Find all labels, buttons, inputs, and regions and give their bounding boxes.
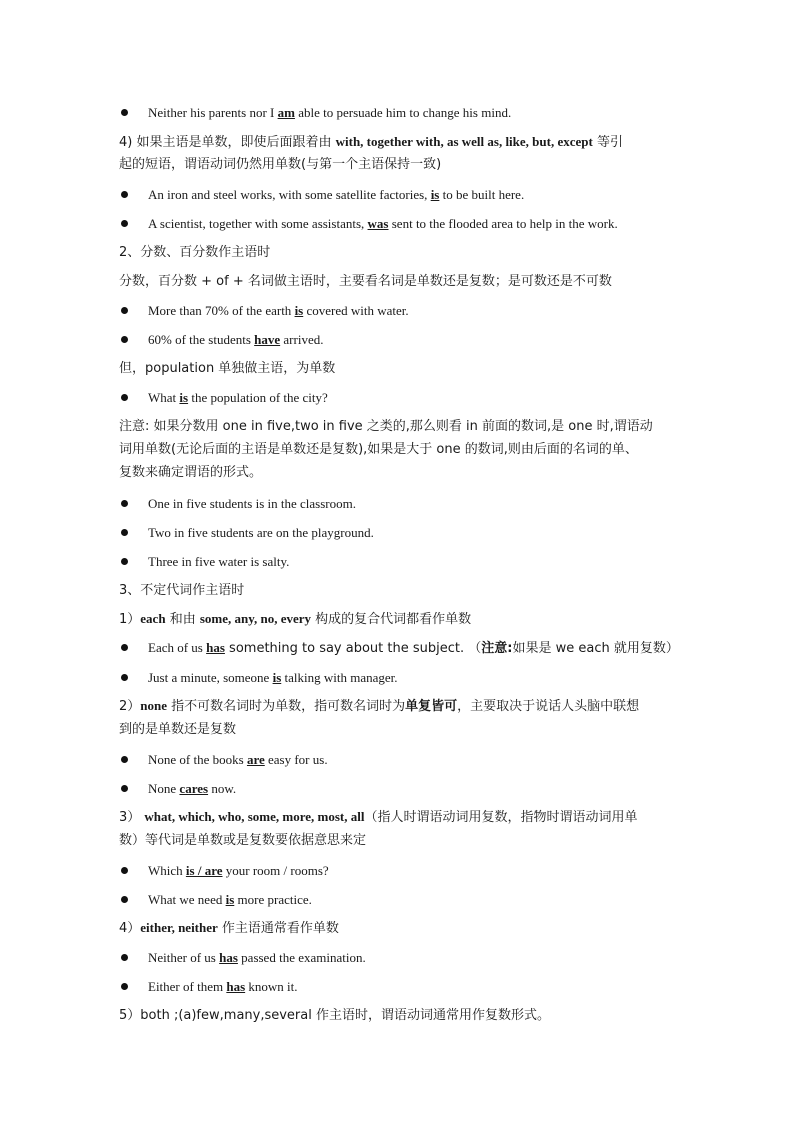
bold-text: 单复皆可 [405,699,458,714]
paragraph-line [119,272,679,291]
text-run: known it. [245,979,298,994]
text-run: Two in five students are on the playground. [148,525,374,540]
highlighted-verb: is [272,670,282,685]
bullet-text [148,978,298,996]
bullet-dot-icon [121,954,128,961]
highlighted-verb: am [277,105,295,120]
bullet-dot-icon [121,674,128,681]
text-run: None of the books [148,752,247,767]
text-run: Each of us [148,640,207,655]
bullet-item [119,524,679,542]
text-run: sent to the flooded area to help in the work. [388,216,618,231]
text-run: ，主要取决于说话人头脑中联想 [457,699,640,714]
text-run: now. [208,781,237,796]
bold-text: some, any, no, every [199,611,312,626]
bullet-item [119,186,679,204]
text-run: What [148,390,180,405]
bullet-text [148,524,374,542]
bullet-text [148,669,398,687]
text-run: easy for us. [264,752,328,767]
text-run: 数）等代词是单数或是复数要依据意思来定 [119,833,367,848]
text-run: 3、不定代词作主语时 [119,583,245,598]
text-run: 3） [119,810,145,825]
bullet-item [119,553,679,571]
highlighted-verb: have [254,332,281,347]
text-run: talking with manager. [281,670,398,685]
bullet-dot-icon [121,558,128,565]
paragraph-line [119,831,679,850]
text-run: More than 70% of the earth [148,303,295,318]
text-run: 作主语通常看作单数 [217,921,339,936]
text-run: 复数来确定谓语的形式。 [119,465,263,480]
bullet-item [119,331,679,349]
bullet-text [148,104,511,122]
bullet-dot-icon [121,109,128,116]
text-run: passed the examination. [237,950,366,965]
text-run: 4） [119,921,141,936]
bullet-item [119,780,679,798]
paragraph-line [119,697,679,716]
text-run: something to say about the subject. （ [224,641,482,656]
text-run: 注意 [119,419,146,434]
bullet-item [119,949,679,967]
bullet-dot-icon [121,500,128,507]
bullet-item [119,302,679,320]
paragraph-line [119,581,679,600]
bullet-text [148,302,409,320]
paragraph-line [119,359,679,378]
bullet-item [119,978,679,996]
bold-text: each [140,611,166,626]
text-run: 60% of the students [148,332,255,347]
text-run: 到的是单数还是复数 [119,722,237,737]
highlighted-verb: has [219,950,238,965]
bullet-text [148,215,618,233]
highlighted-verb: is [294,303,304,318]
bold-text: with, together with, as well as, like, but, except [335,134,593,149]
bullet-text [148,862,329,880]
bold-text: what, which, who, some, more, most, all [144,809,365,824]
paragraph-line [119,440,679,459]
bullet-text [148,949,366,967]
paragraph-line [119,919,679,938]
paragraph-line [119,243,679,262]
text-run: 2） [119,699,141,714]
text-run: to be built here. [439,187,525,202]
text-run: your room / rooms? [222,863,329,878]
bullet-text [148,891,312,909]
text-run: Which [148,863,186,878]
text-run: covered with water. [303,303,409,318]
bullet-item [119,669,679,687]
text-run: Either of them [148,979,227,994]
text-run: 词用单数(无论后面的主语是单数还是复数),如果是大于 one 的数词,则由后面的名词的单、 [119,442,638,457]
text-run: Just a minute, someone [148,670,273,685]
bullet-text [148,389,328,407]
text-run: One in five students is in the classroom. [148,496,356,511]
text-run: 但，population 单独做主语，为单数 [119,361,336,376]
paragraph-line [119,155,679,174]
bullet-item [119,215,679,233]
paragraph-line [119,463,679,482]
paragraph-line [119,133,679,152]
bullet-dot-icon [121,785,128,792]
bullet-text [148,751,328,769]
text-run: : 如果分数用 one in five,two in five 之类的,那么则看 in 前面的数词,是 one 时,谓语动 [145,419,653,434]
highlighted-verb: has [206,640,225,655]
text-run: the population of the city? [188,390,328,405]
highlighted-verb: is [225,892,235,907]
paragraph-line [119,808,679,827]
highlighted-verb: has [226,979,246,994]
bold-text: none [140,698,168,713]
paragraph-line [119,610,679,629]
text-run: able to persuade him to change his mind. [294,105,512,120]
text-run: What we need [148,892,226,907]
bold-text: 注意: [481,641,513,656]
text-run: 5）both ;(a)few,many,several 作主语时，谓语动词通常用作复数形式。 [119,1008,550,1023]
text-run: 分数，百分数 + of + 名词做主语时，主要看名词是单数还是复数；是可数还是不可数 [119,274,612,289]
text-run: An iron and steel works, with some satellite factories, [148,187,431,202]
bullet-item [119,495,679,513]
text-run: 等引 [592,135,623,150]
bullet-dot-icon [121,867,128,874]
text-run: A scientist, together with some assistants, [148,216,368,231]
text-run: 2、分数、百分数作主语时 [119,245,271,260]
highlighted-verb: is [430,187,440,202]
paragraph-line [119,417,679,436]
text-run: （指人时谓语动词用复数，指物时谓语动词用单 [364,810,638,825]
bullet-text [148,639,679,658]
bullet-item [119,389,679,407]
bullet-item [119,891,679,909]
text-run: 1） [119,612,141,627]
paragraph-line [119,720,679,739]
text-run: 如果是 we each 就用复数） [512,641,679,656]
text-run: 构成的复合代词都看作单数 [311,612,472,627]
text-run: more practice. [234,892,312,907]
bullet-text [148,780,236,798]
text-run: 起的短语，谓语动词仍然用单数(与第一个主语保持一致) [119,157,442,172]
bullet-dot-icon [121,529,128,536]
highlighted-verb: was [367,216,389,231]
bullet-dot-icon [121,756,128,763]
bullet-dot-icon [121,191,128,198]
bullet-item [119,104,679,122]
paragraph-line [119,1006,679,1025]
bullet-dot-icon [121,336,128,343]
bullet-text [148,495,356,513]
bullet-dot-icon [121,220,128,227]
highlighted-verb: is [179,390,189,405]
highlighted-verb: is / are [185,863,223,878]
bullet-text [148,186,524,204]
highlighted-verb: are [246,752,265,767]
highlighted-verb: cares [179,781,209,796]
text-run: 4) 如果主语是单数，即使后面跟着由 [119,135,336,150]
text-run: Neither his parents nor I [148,105,278,120]
bullet-item [119,862,679,880]
bold-text: either, neither [140,920,218,935]
bullet-item [119,639,679,657]
bullet-dot-icon [121,307,128,314]
bullet-text [148,331,323,349]
text-run: Three in five water is salty. [148,554,290,569]
bullet-dot-icon [121,644,128,651]
bullet-dot-icon [121,394,128,401]
bullet-dot-icon [121,983,128,990]
text-run: 和由 [165,612,200,627]
text-run: None [148,781,180,796]
bullet-dot-icon [121,896,128,903]
bullet-text [148,553,289,571]
text-run: arrived. [280,332,324,347]
bullet-item [119,751,679,769]
text-run: 指不可数名词时为单数，指可数名词时为 [167,699,406,714]
text-run: Neither of us [148,950,220,965]
